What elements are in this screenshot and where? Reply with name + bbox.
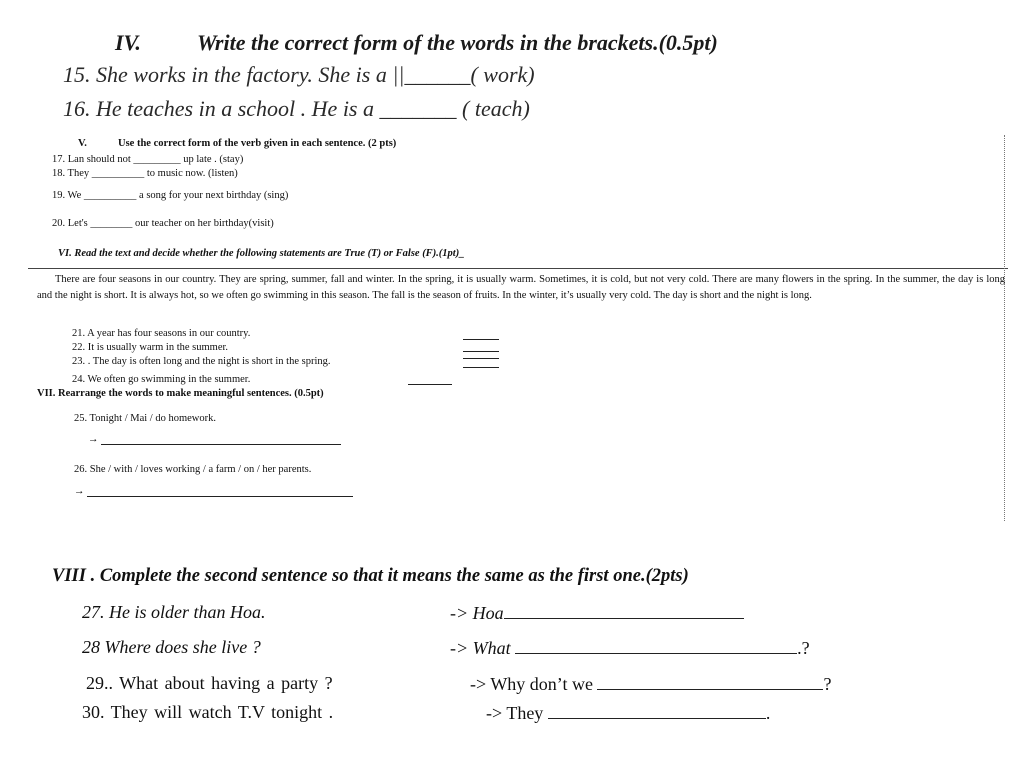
question-19-text: 19. We xyxy=(52,190,82,201)
question-20-text: 20. Let's xyxy=(52,218,88,229)
reading-passage: There are four seasons in our country. They are spring, summer, fall and winter. In the spring, it is usually warm. Sometimes, it is cold, but not very cold. There are many flowers in the spring. In the summer, the day is long and the night is short. It is always hot, so we often go swimming in this season. The fall is the season of fruits. In the winter, it’s usually very cold. The day is short and the night is long. xyxy=(37,274,1005,301)
question-30: 30. They will watch T.V tonight . xyxy=(82,702,334,722)
answer-28-prompt: -> What xyxy=(450,638,511,658)
section-v-number: V. xyxy=(78,138,87,149)
answer-blank-21[interactable] xyxy=(463,339,499,340)
question-18-blank[interactable]: __________ xyxy=(91,168,145,179)
question-25: 25. Tonight / Mai / do homework. xyxy=(74,413,216,424)
question-20-hint: our teacher on her birthday(visit) xyxy=(134,218,274,229)
answer-26 xyxy=(74,484,353,497)
section-viii-title: VIII . Complete the second sentence so that it means the same as the first one.(2pts) xyxy=(52,566,689,586)
answer-30 xyxy=(486,702,770,724)
answer-30-end: . xyxy=(765,703,771,723)
answer-25-line[interactable] xyxy=(101,432,341,445)
question-15 xyxy=(63,62,535,88)
section-iv-title: Write the correct form of the words in the brackets.(0.5pt) xyxy=(197,30,718,55)
answer-27-prompt: -> Hoa xyxy=(450,603,504,623)
section-iv-heading xyxy=(115,30,718,56)
question-16-blank[interactable]: _______ xyxy=(379,96,457,121)
answer-29 xyxy=(470,673,831,695)
answer-27-line[interactable] xyxy=(504,602,744,619)
question-18-hint: to music now. (listen) xyxy=(146,168,238,179)
answer-28-end: .? xyxy=(797,638,810,658)
question-26: 26. She / with / loves working / a farm / on / her parents. xyxy=(74,464,312,475)
question-15-hint: ( work) xyxy=(470,62,535,87)
statement-24: 24. We often go swimming in the summer. xyxy=(72,374,251,385)
question-16 xyxy=(63,96,530,122)
section-v-title: Use the correct form of the verb given in each sentence. (2 pts) xyxy=(118,138,397,149)
page-edge-line xyxy=(1004,135,1005,521)
question-18-text: 18. They xyxy=(52,168,90,179)
answer-25 xyxy=(88,432,341,445)
answer-28-line[interactable] xyxy=(515,637,797,654)
answer-blank-24[interactable] xyxy=(408,384,452,385)
answer-30-prompt: -> They xyxy=(486,703,544,723)
section-iv-number: IV. xyxy=(115,30,141,55)
question-17-blank[interactable]: _________ xyxy=(133,154,181,165)
answer-29-line[interactable] xyxy=(597,673,823,690)
answer-blank-22b[interactable] xyxy=(463,358,499,359)
question-19-blank[interactable]: __________ xyxy=(83,190,137,201)
statement-21: 21. A year has four seasons in our country. xyxy=(72,328,251,339)
section-v-heading xyxy=(78,138,396,149)
question-29: 29.. What about having a party ? xyxy=(86,673,333,693)
question-28: 28 Where does she live ? xyxy=(82,637,261,657)
question-20 xyxy=(52,218,274,229)
arrow-icon: → xyxy=(88,434,99,445)
question-16-text: 16. He teaches in a school . He is a xyxy=(63,96,374,121)
question-15-text: 15. She works in the factory. She is a || xyxy=(63,62,405,87)
divider-line xyxy=(28,268,1008,269)
question-19 xyxy=(52,190,288,201)
question-17-text: 17. Lan should not xyxy=(52,154,131,165)
answer-29-end: ? xyxy=(823,674,832,694)
question-17-hint: up late . (stay) xyxy=(183,154,244,165)
section-vii-title: VII. Rearrange the words to make meaningful sentences. (0.5pt) xyxy=(37,388,324,399)
answer-29-prompt: -> Why don’t we xyxy=(470,674,593,694)
question-18 xyxy=(52,168,238,179)
question-15-blank[interactable]: ______ xyxy=(404,62,471,87)
answer-28 xyxy=(450,637,810,659)
answer-26-line[interactable] xyxy=(87,484,353,497)
section-vi-title: VI. Read the text and decide whether the following statements are True (T) or False (F).(1pt)_ xyxy=(58,248,465,259)
question-19-hint: a song for your next birthday (sing) xyxy=(139,190,289,201)
answer-blank-23[interactable] xyxy=(463,367,499,368)
question-17 xyxy=(52,154,243,165)
question-20-blank[interactable]: ________ xyxy=(90,218,133,229)
answer-30-line[interactable] xyxy=(548,702,766,719)
arrow-icon: → xyxy=(74,486,85,497)
answer-27 xyxy=(450,602,744,624)
answer-blank-22[interactable] xyxy=(463,351,499,352)
statement-22: 22. It is usually warm in the summer. xyxy=(72,342,229,353)
statement-23: 23. . The day is often long and the night is short in the spring. xyxy=(72,356,331,367)
question-27: 27. He is older than Hoa. xyxy=(82,602,266,622)
question-16-hint: ( teach) xyxy=(462,96,530,121)
